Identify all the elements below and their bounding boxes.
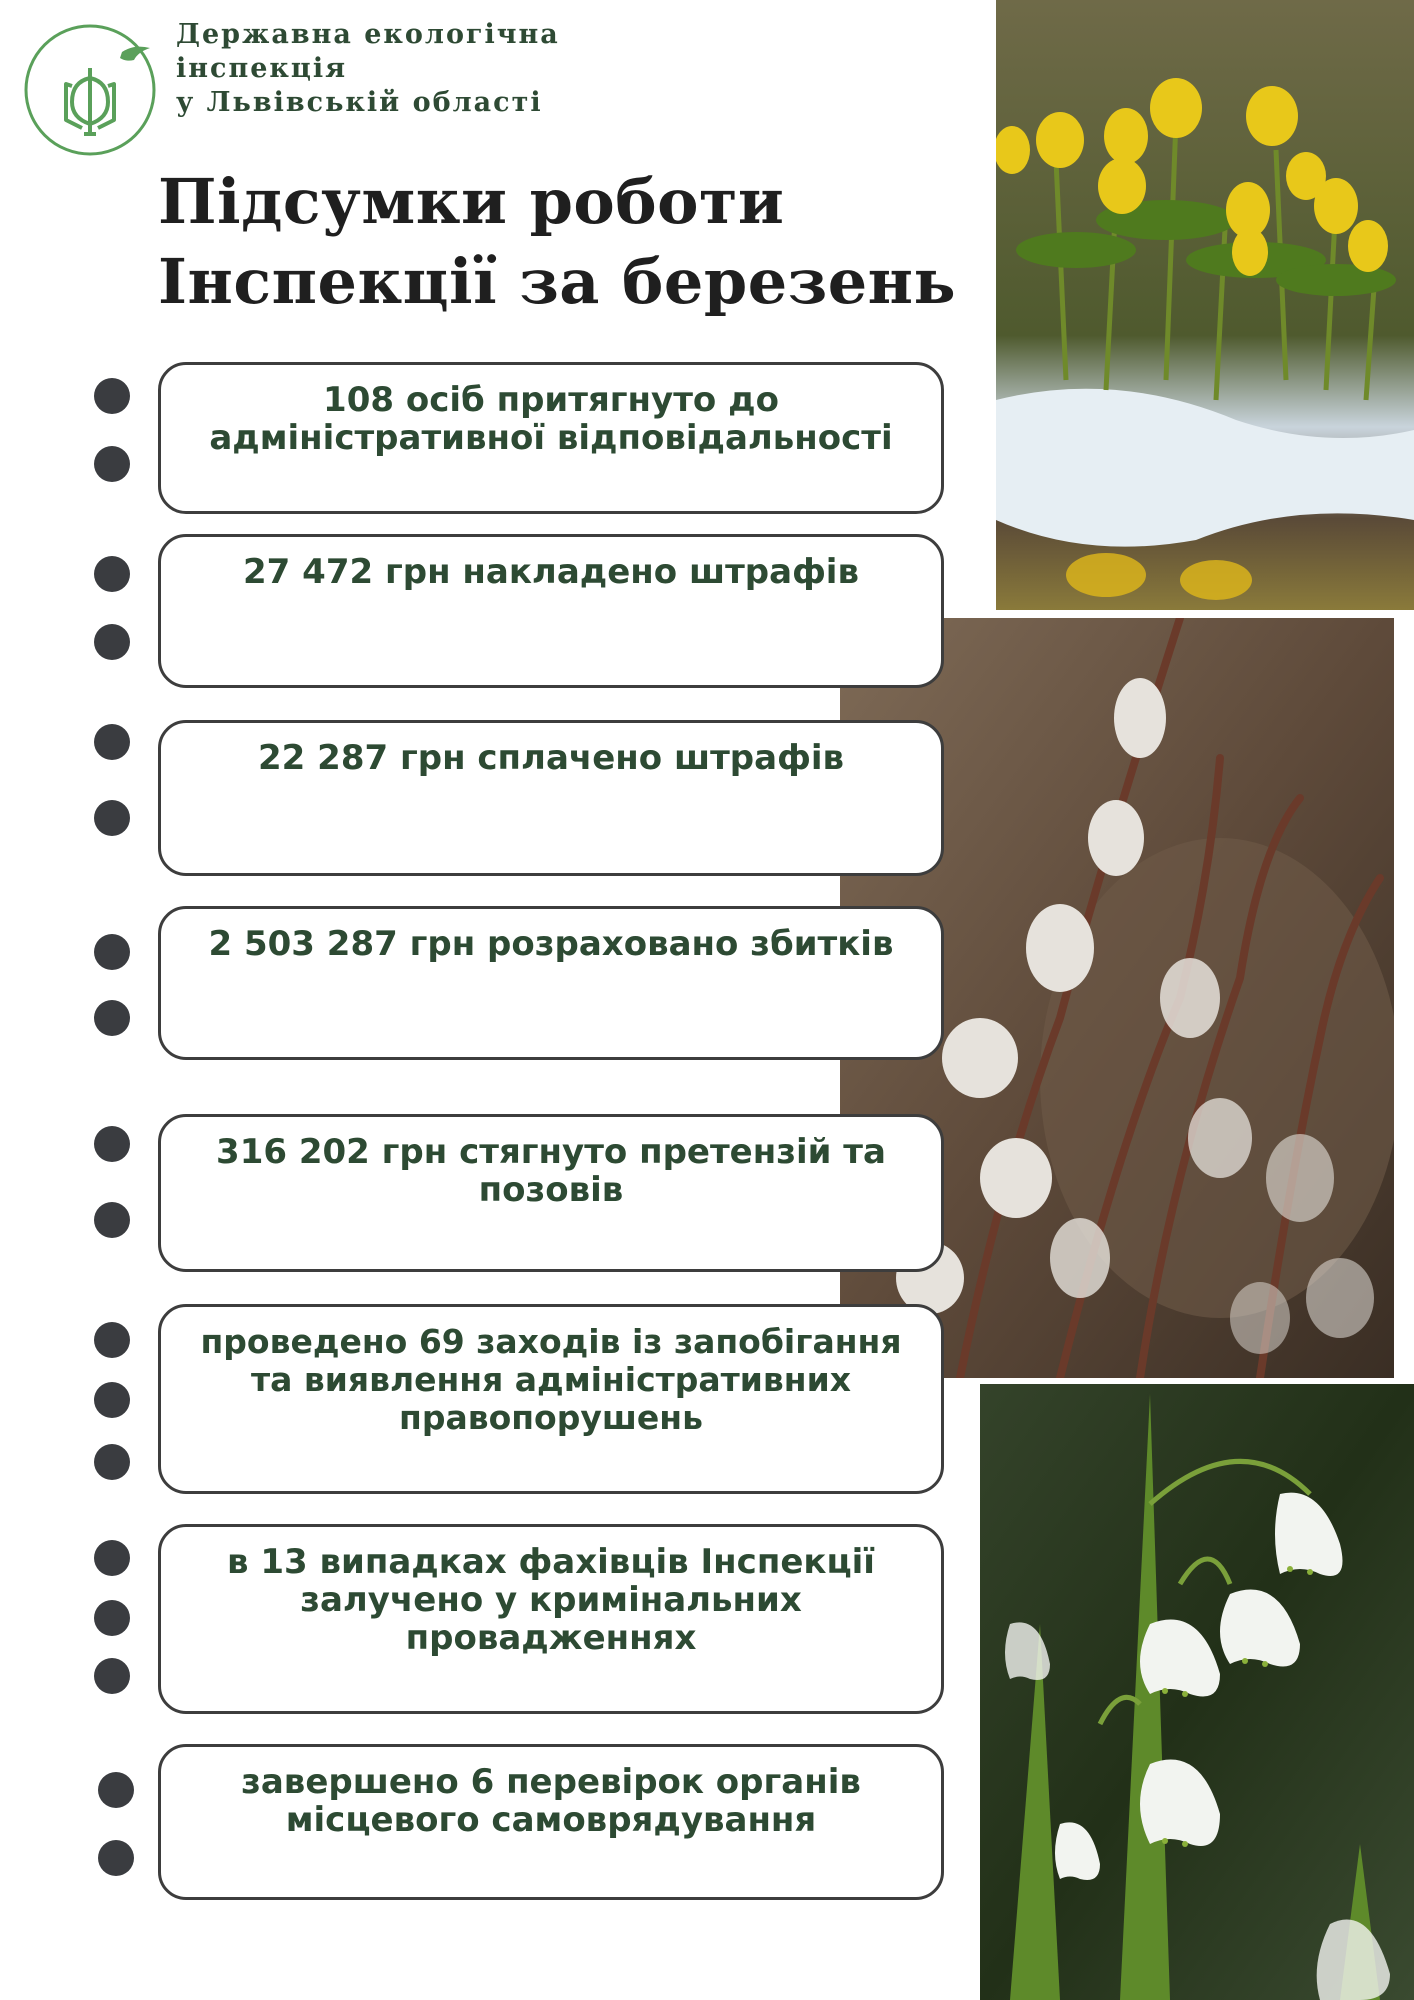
stat-text: 22 287 грн сплачено штрафів bbox=[258, 738, 844, 778]
winter-aconite-photo bbox=[996, 0, 1414, 610]
bullet-dot bbox=[94, 1600, 130, 1636]
org-logo bbox=[22, 22, 158, 158]
stat-card-inspections-completed bbox=[158, 1744, 944, 1900]
page-title bbox=[158, 162, 956, 322]
stat-card-damages-calculated bbox=[158, 906, 944, 1060]
bullet-dot bbox=[98, 1772, 134, 1808]
org-name bbox=[176, 18, 560, 120]
bullet-dot bbox=[94, 1126, 130, 1162]
stat-card-preventive-measures bbox=[158, 1304, 944, 1494]
bullet-dot bbox=[94, 1658, 130, 1694]
bullet-dot bbox=[94, 1382, 130, 1418]
bullet-dot bbox=[94, 1444, 130, 1480]
stat-text: в 13 випадках фахівців Інспекції залучено у кримінальних провадженнях bbox=[227, 1542, 875, 1658]
bullet-dot bbox=[94, 624, 130, 660]
stat-card-penalized-persons bbox=[158, 362, 944, 514]
stat-text: 108 осіб притягнуто до адміністративної відповідальності bbox=[209, 380, 893, 458]
stat-card-fines-imposed bbox=[158, 534, 944, 688]
stat-text: завершено 6 перевірок органів місцевого самоврядування bbox=[241, 1762, 861, 1840]
page-title-line: Інспекції за березень bbox=[158, 245, 957, 318]
stat-text: 2 503 287 грн розраховано збитків bbox=[208, 924, 894, 964]
trident-dove-icon bbox=[22, 22, 158, 158]
snowflake-flower-photo bbox=[980, 1384, 1414, 2000]
bullet-dot bbox=[94, 934, 130, 970]
bullet-dot bbox=[94, 446, 130, 482]
bullet-dot bbox=[98, 1840, 134, 1876]
bullet-dot bbox=[94, 724, 130, 760]
org-name-line: інспекція bbox=[176, 53, 348, 84]
bullet-dot bbox=[94, 800, 130, 836]
bullet-dot bbox=[94, 1322, 130, 1358]
stat-text: 27 472 грн накладено штрафів bbox=[243, 552, 859, 592]
org-name-line: у Львівській області bbox=[176, 87, 543, 118]
stat-card-fines-paid bbox=[158, 720, 944, 876]
bullet-dot bbox=[94, 1000, 130, 1036]
bullet-dot bbox=[94, 1202, 130, 1238]
bullet-dot bbox=[94, 1540, 130, 1576]
stat-card-criminal-proceedings bbox=[158, 1524, 944, 1714]
page-title-line: Підсумки роботи bbox=[158, 165, 785, 238]
stat-card-claims-recovered bbox=[158, 1114, 944, 1272]
org-name-line: Державна екологічна bbox=[176, 19, 560, 50]
bullet-dot bbox=[94, 556, 130, 592]
bullet-dot bbox=[94, 378, 130, 414]
stat-text: 316 202 грн стягнуто претензій та позовів bbox=[216, 1132, 886, 1210]
stat-text: проведено 69 заходів із запобігання та виявлення адміністративних правопорушень bbox=[200, 1322, 902, 1437]
